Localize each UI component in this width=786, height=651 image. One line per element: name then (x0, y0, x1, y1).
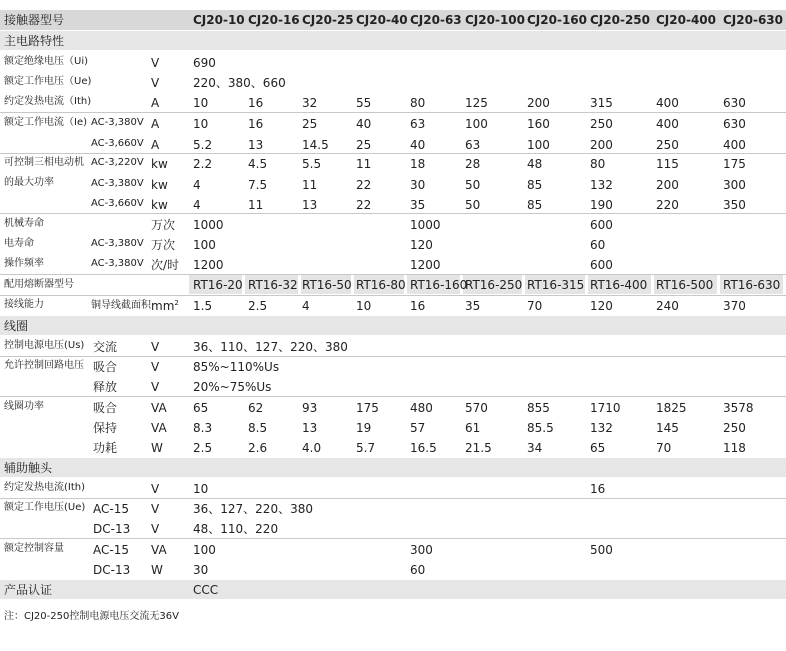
cell-value: 132 (590, 178, 613, 192)
divider (0, 356, 786, 357)
cell-value: 21.5 (465, 441, 492, 455)
cell-value: 4 (302, 299, 310, 313)
cell-value: 630 (723, 96, 746, 110)
row-label: 额定工作电流（Ie) (4, 117, 88, 128)
cell-value: 10 (193, 117, 209, 131)
row-condition: 铜导线截面积 (91, 300, 151, 311)
cell-value: 50 (465, 198, 481, 212)
row-condition: 交流 (93, 340, 118, 354)
cell-value: 118 (723, 441, 746, 455)
cell-value: 630 (723, 117, 746, 131)
cell-value: 8.5 (248, 421, 268, 435)
cell-value: 300 (410, 543, 433, 557)
cell-value: 1200 (410, 258, 441, 272)
divider (0, 112, 786, 113)
cell-value: 13 (302, 198, 318, 212)
cell-value: 20%~75%Us (193, 380, 272, 394)
row-label: 额定控制容量 (4, 543, 64, 554)
cell-value: 570 (465, 401, 488, 415)
model-header: CJ20-250 (590, 13, 650, 27)
cell-value: 175 (723, 157, 746, 171)
row-label: 约定发热电流(Ith) (4, 482, 86, 493)
cell-value: 16 (590, 482, 606, 496)
cell-value: 85%~110%Us (193, 360, 280, 374)
divider (0, 213, 786, 214)
cell-value: 3578 (723, 401, 754, 415)
divider (0, 153, 786, 154)
row-condition: AC-3,220V (91, 157, 144, 168)
row-label: 电寿命 (4, 238, 34, 249)
cell-value: 120 (410, 238, 433, 252)
cell-value: 5.7 (356, 441, 376, 455)
header-title: 接触器型号 (4, 13, 65, 27)
cell-value: 40 (356, 117, 372, 131)
model-header: CJ20-25 (302, 13, 354, 27)
row-unit: V (151, 502, 160, 516)
row-unit: VA (151, 401, 167, 415)
cell-value: 34 (527, 441, 543, 455)
cell-value: 16 (248, 117, 264, 131)
fuse-value: RT16-500 (656, 278, 714, 292)
cell-value: 10 (356, 299, 372, 313)
cell-value: 1200 (193, 258, 224, 272)
cell-value: 14.5 (302, 138, 329, 152)
cell-value: 7.5 (248, 178, 268, 192)
cell-value: 13 (248, 138, 264, 152)
cell-value: 480 (410, 401, 433, 415)
section-band-coil (0, 316, 786, 335)
cell-value: 36、127、220、380 (193, 502, 313, 516)
row-unit: V (151, 360, 160, 374)
cell-value: 93 (302, 401, 318, 415)
cell-value: 250 (656, 138, 679, 152)
cell-value: 120 (590, 299, 613, 313)
model-header: CJ20-160 (527, 13, 587, 27)
cell-value: 315 (590, 96, 613, 110)
cell-value: 8.3 (193, 421, 213, 435)
cell-value: 16 (410, 299, 426, 313)
row-condition: 功耗 (93, 441, 118, 455)
cell-value: 11 (356, 157, 372, 171)
cell-value: 5.5 (302, 157, 322, 171)
divider (0, 498, 786, 499)
cell-value: 100 (527, 138, 550, 152)
cell-value: 50 (465, 178, 481, 192)
section-title: 辅助触头 (4, 461, 53, 475)
model-header: CJ20-16 (248, 13, 300, 27)
row-label: 额定工作电压(Ue) (4, 502, 86, 513)
row-condition: 保持 (93, 421, 118, 435)
row-unit: V (151, 482, 160, 496)
cell-value: 25 (302, 117, 318, 131)
cell-value: 1.5 (193, 299, 213, 313)
row-condition: AC-3,380V (91, 117, 144, 128)
row-unit: kw (151, 157, 168, 171)
row-label: 配用熔断器型号 (4, 279, 74, 290)
fuse-value: RT16-315 (527, 278, 585, 292)
row-condition: DC-13 (93, 563, 131, 577)
cell-value: 300 (723, 178, 746, 192)
cell-value: 250 (590, 117, 613, 131)
cell-value: 55 (356, 96, 372, 110)
row-unit: kw (151, 198, 168, 212)
cell-value: 100 (465, 117, 488, 131)
cell-value: 30 (193, 563, 209, 577)
section-band-main (0, 31, 786, 50)
row-label: 额定绝缘电压（Ui) (4, 56, 88, 67)
cell-value: 62 (248, 401, 264, 415)
row-unit: A (151, 96, 160, 110)
cell-value: 25 (356, 138, 372, 152)
divider (0, 295, 786, 296)
cell-value: 250 (723, 421, 746, 435)
cell-value: 13 (302, 421, 318, 435)
fuse-value: RT16-50 (302, 278, 352, 292)
row-condition: 吸合 (93, 401, 118, 415)
unit-superscript: 2 (174, 299, 179, 307)
cell-value: 400 (656, 96, 679, 110)
row-label: 接线能力 (4, 299, 44, 310)
cell-value: 61 (465, 421, 481, 435)
cell-value: 132 (590, 421, 613, 435)
row-condition: AC-3,380V (91, 258, 144, 269)
cell-value: 65 (193, 401, 209, 415)
row-condition: AC-3,660V (91, 138, 144, 149)
cell-value: 220 (656, 198, 679, 212)
divider (0, 396, 786, 397)
row-condition: AC-3,380V (91, 178, 144, 189)
cell-value: 400 (656, 117, 679, 131)
cell-value: 690 (193, 56, 216, 70)
fuse-value: RT16-80 (356, 278, 406, 292)
row-unit: VA (151, 543, 167, 557)
cell-value: 175 (356, 401, 379, 415)
cell-value: 18 (410, 157, 426, 171)
cell-value: 16.5 (410, 441, 437, 455)
row-label: 可控制三相电动机 (4, 157, 84, 168)
cell-value: 4 (193, 178, 201, 192)
cell-value: 85.5 (527, 421, 554, 435)
cell-value: 4 (193, 198, 201, 212)
cell-value: 11 (302, 178, 318, 192)
row-unit: A (151, 138, 160, 152)
section-title: 产品认证 (4, 583, 53, 597)
model-header: CJ20-40 (356, 13, 408, 27)
cell-value: 4.0 (302, 441, 322, 455)
row-unit: W (151, 563, 163, 577)
cell-value: 1710 (590, 401, 621, 415)
cell-value: 2.2 (193, 157, 213, 171)
row-condition: AC-15 (93, 543, 129, 557)
cell-value: 370 (723, 299, 746, 313)
row-unit: W (151, 441, 163, 455)
cell-value: 4.5 (248, 157, 268, 171)
row-condition: AC-3,660V (91, 198, 144, 209)
cell-value: 1825 (656, 401, 687, 415)
cell-value: 16 (248, 96, 264, 110)
cell-value: 63 (410, 117, 426, 131)
cell-value: 57 (410, 421, 426, 435)
cell-value: 60 (410, 563, 426, 577)
cell-value: 70 (527, 299, 543, 313)
row-label: 允许控制回路电压 (4, 360, 84, 371)
cell-value: 22 (356, 198, 372, 212)
unit-text: mm (151, 299, 175, 313)
fuse-value: RT16-32 (248, 278, 298, 292)
cell-value: 190 (590, 198, 613, 212)
row-label: 操作频率 (4, 258, 44, 269)
model-header: CJ20-10 (193, 13, 245, 27)
cell-value: 85 (527, 198, 543, 212)
cell-value: 240 (656, 299, 679, 313)
row-label: 额定工作电压（Ue) (4, 76, 92, 87)
cell-value: 100 (193, 238, 216, 252)
cell-value: 1000 (410, 218, 441, 232)
cell-value: 2.5 (248, 299, 268, 313)
cell-value: 200 (656, 178, 679, 192)
row-label: 控制电源电压(Us) (4, 340, 85, 351)
cell-value: 60 (590, 238, 606, 252)
section-title: 主电路特性 (4, 34, 65, 48)
fuse-value: RT16-400 (590, 278, 648, 292)
row-condition: AC-15 (93, 502, 129, 516)
row-unit: V (151, 380, 160, 394)
cell-value: 40 (410, 138, 426, 152)
model-header: CJ20-400 (656, 13, 716, 27)
cell-value: 350 (723, 198, 746, 212)
row-condition: 释放 (93, 380, 118, 394)
row-unit (151, 300, 179, 312)
cell-value: 11 (248, 198, 264, 212)
model-header: CJ20-630 (723, 13, 783, 27)
row-label: 的最大功率 (4, 177, 54, 188)
cell-value: 115 (656, 157, 679, 171)
cell-value: 10 (193, 482, 209, 496)
cell-value: 2.5 (193, 441, 213, 455)
row-unit: kw (151, 178, 168, 192)
section-band-cert (0, 580, 786, 599)
fuse-value: RT16-630 (723, 278, 781, 292)
row-unit: V (151, 76, 160, 90)
cell-value: 19 (356, 421, 372, 435)
cell-value: 36、110、127、220、380 (193, 340, 348, 354)
fuse-value: RT16-160 (410, 278, 468, 292)
cell-value: 125 (465, 96, 488, 110)
section-band-aux (0, 458, 786, 477)
cell-value: 200 (590, 138, 613, 152)
model-header: CJ20-100 (465, 13, 525, 27)
row-unit: 万次 (151, 238, 176, 252)
cell-value: 5.2 (193, 138, 213, 152)
cell-value: 600 (590, 258, 613, 272)
cell-value: 220、380、660 (193, 76, 286, 90)
cell-value: 160 (527, 117, 550, 131)
fuse-value: RT16-20 (193, 278, 243, 292)
cell-value: 1000 (193, 218, 224, 232)
cell-value: 855 (527, 401, 550, 415)
divider (0, 538, 786, 539)
cell-value: 400 (723, 138, 746, 152)
row-unit: V (151, 56, 160, 70)
cell-value: 22 (356, 178, 372, 192)
cell-value: 500 (590, 543, 613, 557)
divider (0, 274, 786, 275)
row-condition: DC-13 (93, 522, 131, 536)
cell-value: 145 (656, 421, 679, 435)
cell-value: 100 (193, 543, 216, 557)
cell-value: 10 (193, 96, 209, 110)
model-header: CJ20-63 (410, 13, 462, 27)
cell-value: 85 (527, 178, 543, 192)
cell-value: CCC (193, 583, 219, 597)
cell-value: 65 (590, 441, 606, 455)
row-label: 约定发热电流（Ith) (4, 96, 92, 107)
row-unit: VA (151, 421, 167, 435)
row-unit: A (151, 117, 160, 131)
cell-value: 70 (656, 441, 672, 455)
row-unit: V (151, 340, 160, 354)
row-condition: 吸合 (93, 360, 118, 374)
cell-value: 2.6 (248, 441, 268, 455)
cell-value: 80 (410, 96, 426, 110)
row-condition: AC-3,380V (91, 238, 144, 249)
cell-value: 48 (527, 157, 543, 171)
fuse-value: RT16-250 (465, 278, 523, 292)
row-label: 线圈功率 (4, 401, 44, 412)
cell-value: 32 (302, 96, 318, 110)
row-unit: 万次 (151, 218, 176, 232)
row-label: 机械寿命 (4, 218, 44, 229)
cell-value: 35 (465, 299, 481, 313)
cell-value: 35 (410, 198, 426, 212)
cell-value: 28 (465, 157, 481, 171)
cell-value: 63 (465, 138, 481, 152)
row-unit: V (151, 522, 160, 536)
cell-value: 600 (590, 218, 613, 232)
footnote: 注：CJ20-250控制电源电压交流无36V (4, 611, 179, 622)
cell-value: 30 (410, 178, 426, 192)
cell-value: 80 (590, 157, 606, 171)
cell-value: 200 (527, 96, 550, 110)
row-unit: 次/时 (151, 258, 180, 272)
cell-value: 48、110、220 (193, 522, 279, 536)
section-title: 线圈 (4, 319, 29, 333)
